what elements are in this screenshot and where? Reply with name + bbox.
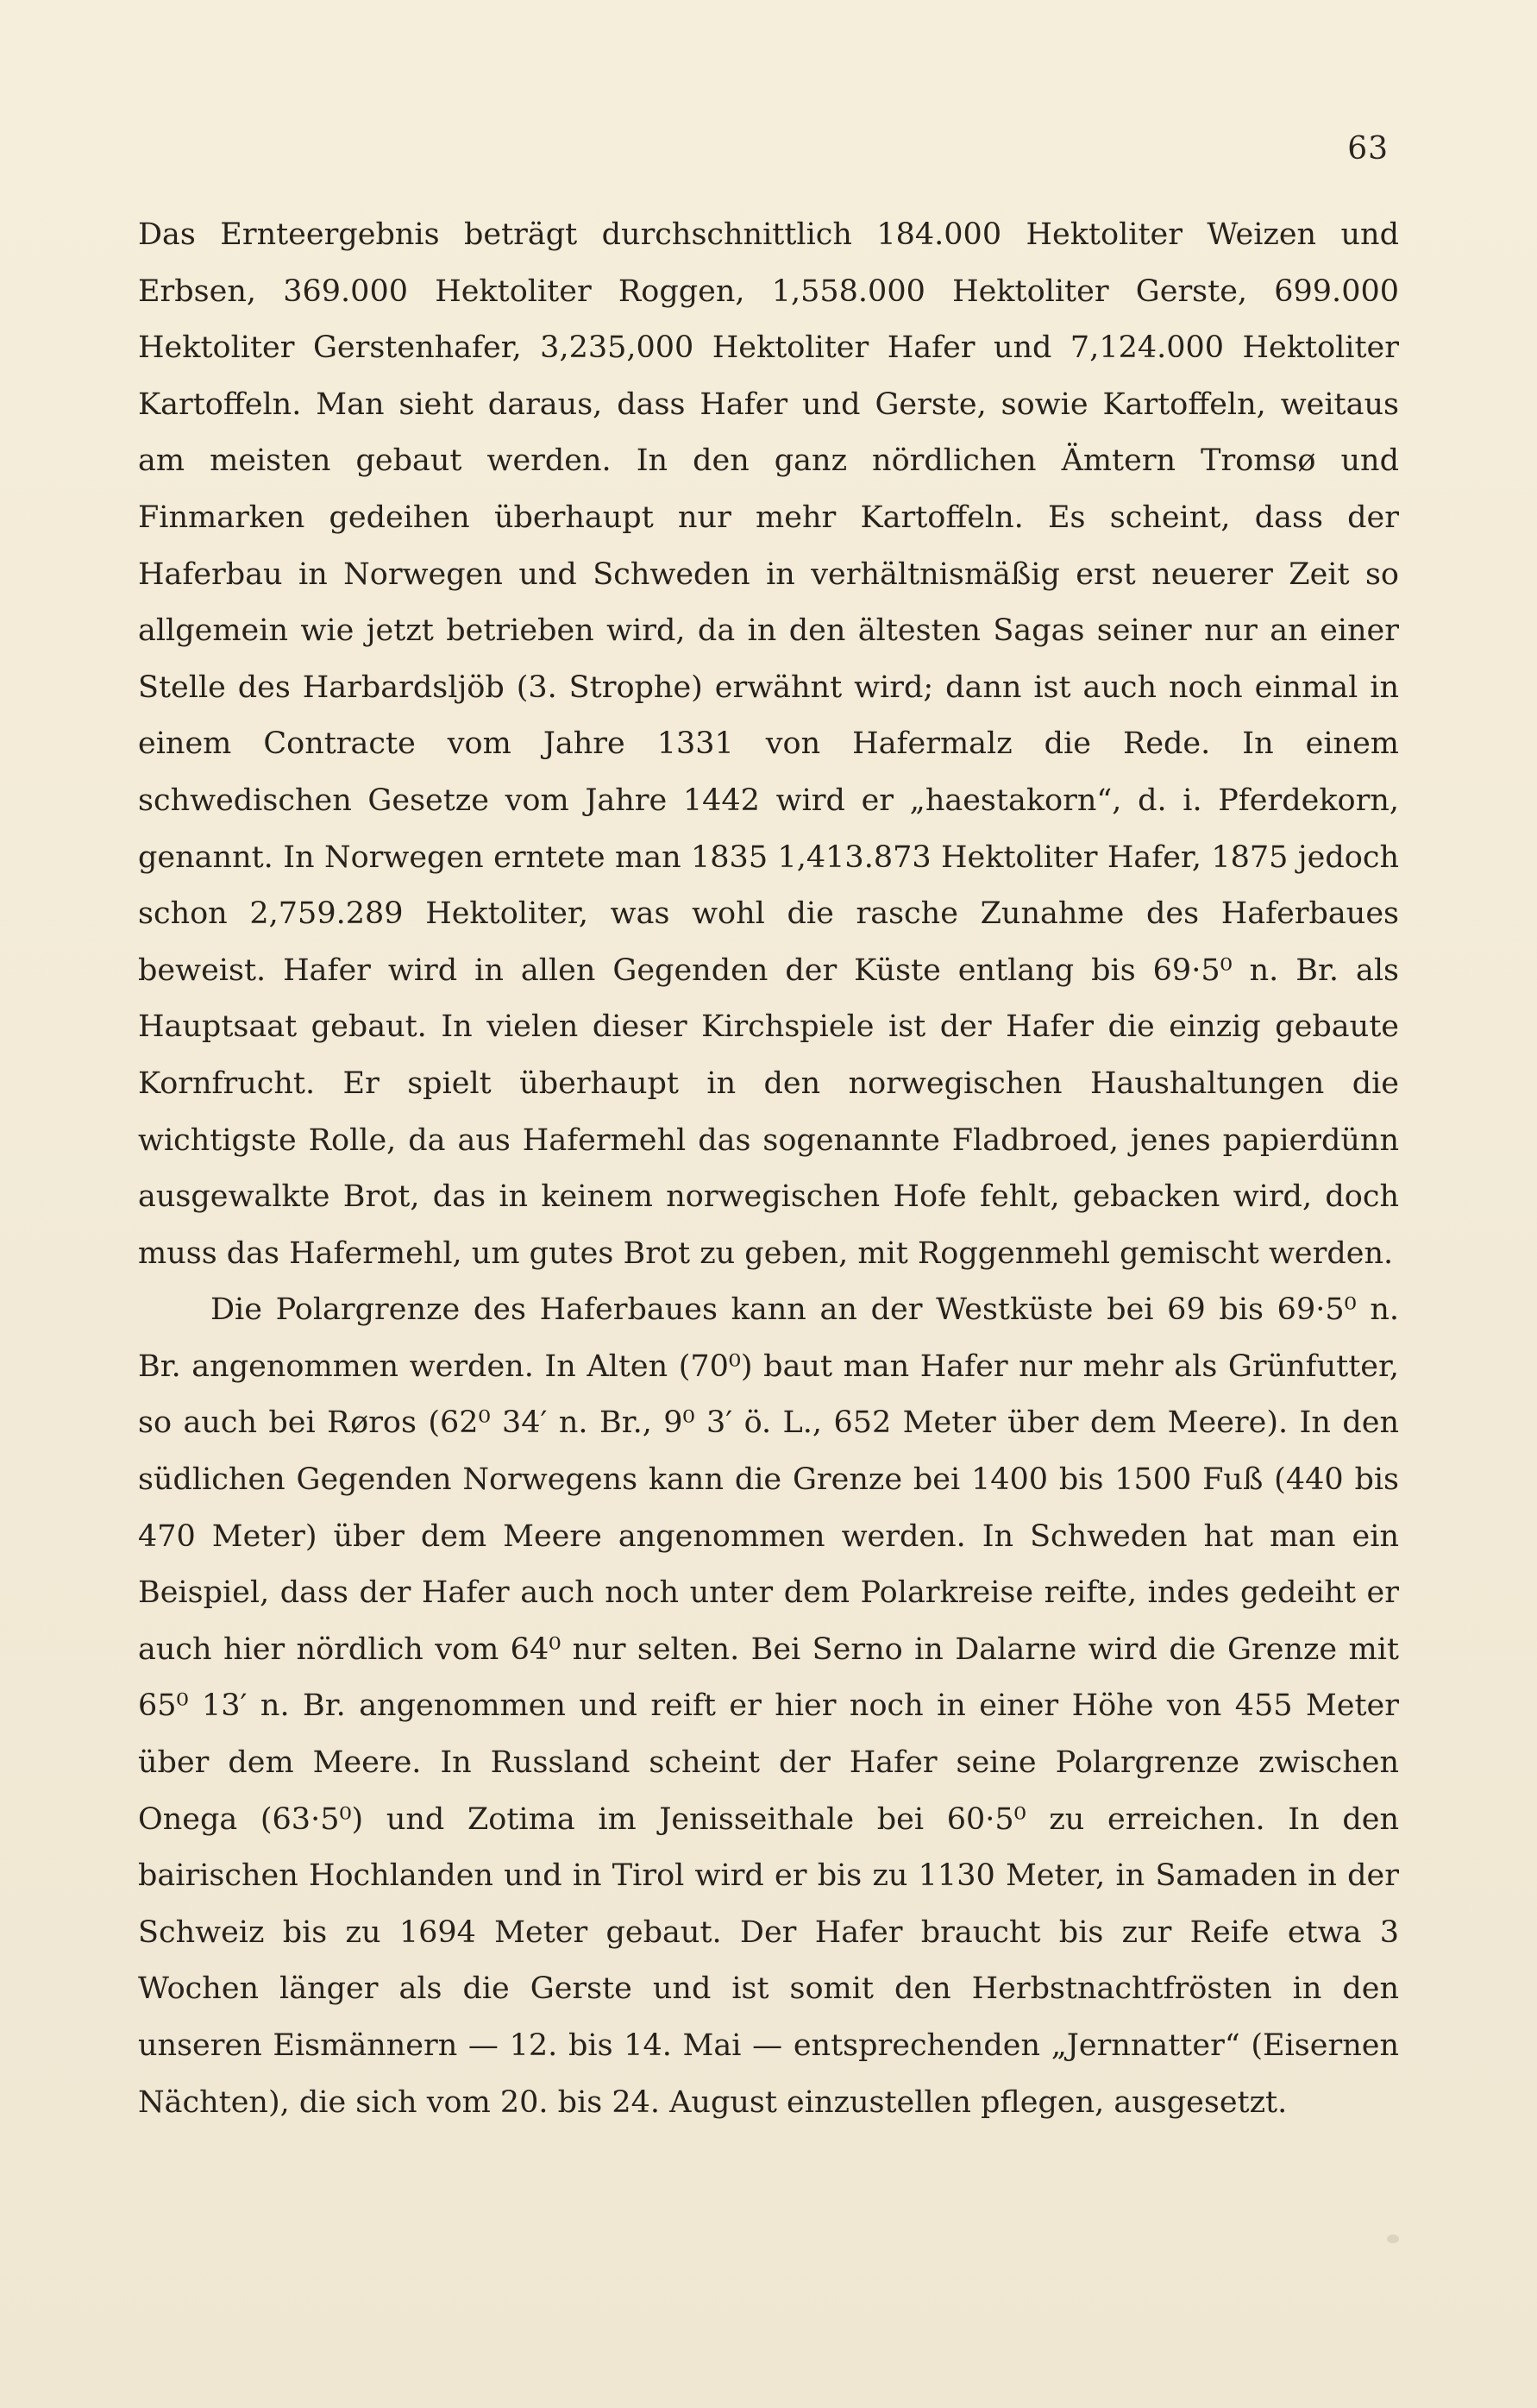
body-text: [138, 207, 1399, 2131]
paragraph-polar-limit: Die Polargrenze des Haferbaues kann an der Westküste bei 69 bis 69·5⁰ n. Br. angenommen werden. In Alten (70⁰) baut man Hafer nur mehr als Grünfutter, so auch bei Røros (62⁰ 34′ n. Br., 9⁰ 3′ ö. L., 652 Meter über dem Meere). In den südlichen Gegenden Norwegens kann die Grenze bei 1400 bis 1500 Fuß (440 bis 470 Meter) über dem Meere angenommen werden. In Schweden hat man ein Beispiel, dass der Hafer auch noch unter dem Polarkreise reifte, indes gedeiht er auch hier nördlich vom 64⁰ nur selten. Bei Serno in Dalarne wird die Grenze mit 65⁰ 13′ n. Br. angenommen und reift er hier noch in einer Höhe von 455 Meter über dem Meere. In Russland scheint der Hafer seine Polargrenze zwischen Onega (63·5⁰) und Zotima im Jenisseithale bei 60·5⁰ zu erreichen. In den bairischen Hochlanden und in Tirol wird er bis zu 1130 Meter, in Samaden in der Schweiz bis zu 1694 Meter gebaut. Der Hafer braucht bis zur Reife etwa 3 Wochen länger als die Gerste und ist somit den Herbstnachtfrösten in den unseren Eismännern — 12. bis 14. Mai — entsprechenden „Jernnatter“ (Eisernen Nächten), die sich vom 20. bis 24. August einzustellen pflegen, ausgesetzt.: [138, 1292, 1399, 2120]
paragraph-harvest-yield: Das Ernteergebnis beträgt durchschnittlich 184.000 Hektoliter Weizen und Erbsen, 369.000 Hektoliter Roggen, 1,558.000 Hektoliter Gerste, 699.000 Hektoliter Gerstenhafer, 3,235,000 Hektoliter Hafer und 7,124.000 Hektoliter Kartoffeln. Man sieht daraus, dass Hafer und Gerste, sowie Kartoffeln, weitaus am meisten gebaut werden. In den ganz nördlichen Ämtern Tromsø und Finmarken gedeihen überhaupt nur mehr Kartoffeln. Es scheint, dass der Haferbau in Norwegen und Schweden in verhältnismäßig erst neuerer Zeit so allgemein wie jetzt betrieben wird, da in den ältesten Sagas seiner nur an einer Stelle des Harbardsljöb (3. Strophe) erwähnt wird; dann ist auch noch einmal in einem Contracte vom Jahre 1331 von Hafermalz die Rede. In einem schwedischen Gesetze vom Jahre 1442 wird er „haestakorn“, d. i. Pferdekorn, genannt. In Norwegen erntete man 1835 1,413.873 Hektoliter Hafer, 1875 jedoch schon 2,759.289 Hektoliter, was wohl die rasche Zunahme des Haferbaues beweist. Hafer wird in allen Gegenden der Küste entlang bis 69·5⁰ n. Br. als Hauptsaat gebaut. In vielen dieser Kirchspiele ist der Hafer die einzig gebaute Kornfrucht. Er spielt überhaupt in den norwegischen Haushaltungen die wichtigste Rolle, da aus Hafermehl das sogenannte Fladbroed, jenes papierdünn ausgewalkte Brot, das in keinem norwegischen Hofe fehlt, gebacken wird, doch muss das Hafermehl, um gutes Brot zu geben, mit Roggenmehl gemischt werden.: [138, 217, 1399, 1271]
paper-spot: [1387, 2235, 1399, 2243]
page-number: 63: [1347, 131, 1389, 167]
